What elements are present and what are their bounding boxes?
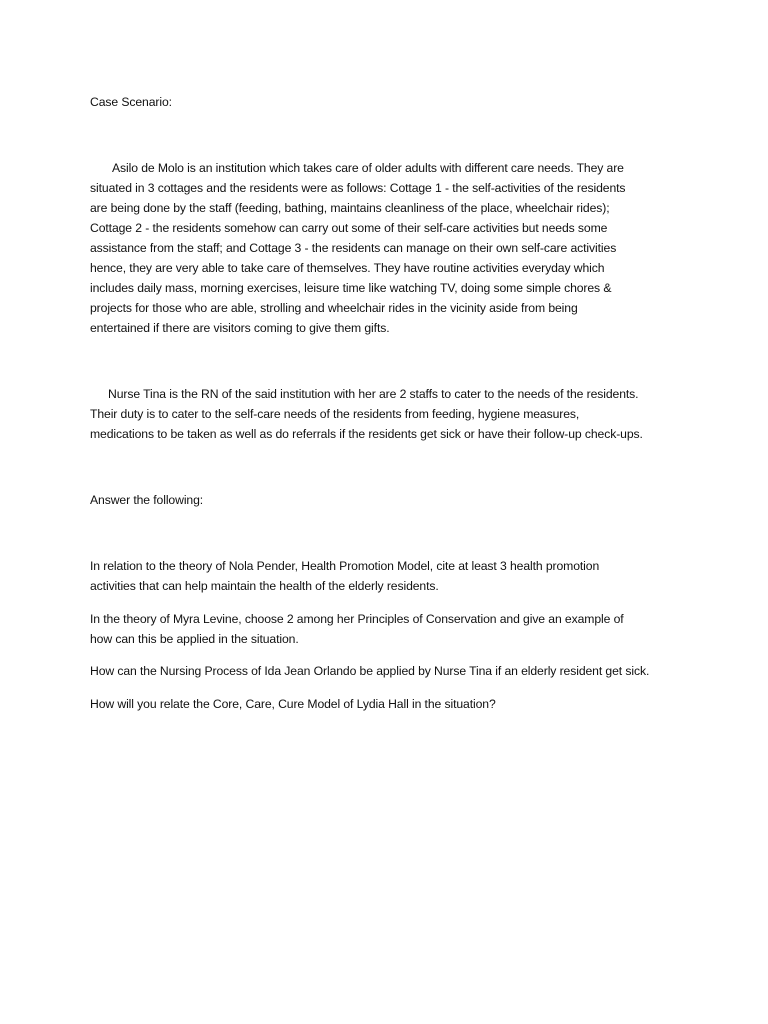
- paragraph-line: hence, they are very able to take care of themselves. They have routine activities everyday which: [90, 261, 605, 275]
- question-line: In the theory of Myra Levine, choose 2 among her Principles of Conservation and give an example of: [90, 612, 624, 626]
- paragraph-line: Nurse Tina is the RN of the said institution with her are 2 staffs to cater to the needs of the residents.: [108, 387, 639, 401]
- paragraph-line: Cottage 2 - the residents somehow can carry out some of their self-care activities but needs some: [90, 221, 608, 235]
- paragraph-line: are being done by the staff (feeding, bathing, maintains cleanliness of the place, wheelchair rides);: [90, 201, 610, 215]
- question-line: how can this be applied in the situation.: [90, 632, 299, 646]
- question-line: In relation to the theory of Nola Pender, Health Promotion Model, cite at least 3 health promotion: [90, 559, 600, 573]
- paragraph-line: assistance from the staff; and Cottage 3 - the residents can manage on their own self-care activities: [90, 241, 617, 255]
- paragraph-line: medications to be taken as well as do referrals if the residents get sick or have their follow-up check-ups.: [90, 427, 643, 441]
- question-line: How will you relate the Core, Care, Cure Model of Lydia Hall in the situation?: [90, 697, 496, 711]
- paragraph-line: projects for those who are able, strolling and wheelchair rides in the vicinity aside from being: [90, 301, 578, 315]
- question-line: How can the Nursing Process of Ida Jean Orlando be applied by Nurse Tina if an elderly resident get sick.: [90, 664, 650, 678]
- paragraph-line: includes daily mass, morning exercises, leisure time like watching TV, doing some simple chores &: [90, 281, 612, 295]
- paragraph-line: Their duty is to cater to the self-care needs of the residents from feeding, hygiene measures,: [90, 407, 580, 421]
- paragraph-line: situated in 3 cottages and the residents were as follows: Cottage 1 - the self-activities of the residents: [90, 181, 626, 195]
- question-line: activities that can help maintain the health of the elderly residents.: [90, 579, 439, 593]
- answer-instruction: Answer the following:: [90, 493, 204, 507]
- case-scenario-heading: Case Scenario:: [90, 95, 172, 109]
- paragraph-line: Asilo de Molo is an institution which takes care of older adults with different care needs. They are: [112, 161, 624, 175]
- paragraph-line: entertained if there are visitors coming to give them gifts.: [90, 321, 390, 335]
